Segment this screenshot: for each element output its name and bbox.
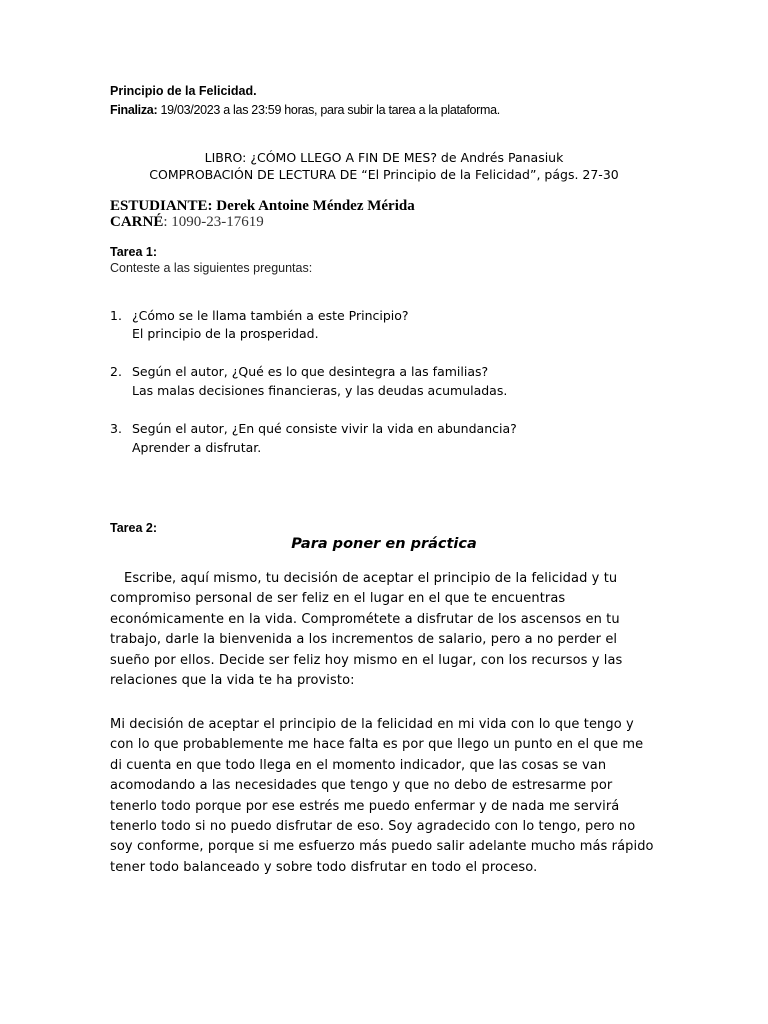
question-number: 2. (110, 364, 122, 379)
document-title: Principio de la Felicidad. (110, 84, 257, 98)
deadline-line (110, 103, 500, 117)
question-answer: Las malas decisiones financieras, y las deudas acumuladas. (132, 383, 508, 398)
task2-response: Mi decisión de aceptar el principio de la felicidad en mi vida con lo que tengo y con lo que probablemente me hace falta es por que llego un punto en el que me di cuenta en que todo llega en el momento indicador, que las cosas se van acomodando a las necesidades que tengo y que no debo de estresarme por tenerlo todo porque por ese estrés me puedo enfermar y de nada me servirá tenerlo todo si no puedo disfrutar de eso. Soy agradecido con lo tengo, pero no soy conforme, porque si me esfuerzo más puedo salir adelante mucho más rápido tener todo balanceado y sobre todo disfrutar en todo el proceso. (110, 717, 654, 875)
question-number: 3. (110, 421, 122, 436)
student-label: ESTUDIANTE: (110, 198, 213, 214)
question-number: 1. (110, 308, 122, 323)
task1-instructions: Conteste a las siguientes preguntas: (110, 261, 313, 275)
student-line (110, 198, 415, 215)
deadline-label: Finaliza: (110, 103, 158, 117)
question-text: ¿Cómo se le llama también a este Principio? (132, 308, 409, 323)
carne-value: : 1090-23-17619 (163, 214, 264, 230)
question-answer: Aprender a disfrutar. (132, 440, 262, 455)
question-text: Según el autor, ¿Qué es lo que desintegra a las familias? (132, 364, 489, 379)
question-text: Según el autor, ¿En qué consiste vivir la vida en abundancia? (132, 421, 517, 436)
book-title-line: LIBRO: ¿CÓMO LLEGO A FIN DE MES? de Andrés Panasiuk (204, 150, 564, 165)
carne-line (110, 214, 264, 231)
task2-prompt: Escribe, aquí mismo, tu decisión de aceptar el principio de la felicidad y tu compromiso personal de ser feliz en el lugar en el que te encuentras económicamente en la vida. Comprométete a disfrutar de los ascensos en tu trabajo, darle la bienvenida a los incrementos de salario, pero a no perder el sueño por ellos. Decide ser feliz hoy mismo en el lugar, con los recursos y las relaciones que la vida te ha provisto: (110, 571, 623, 689)
reading-check-line: COMPROBACIÓN DE LECTURA DE “El Principio de la Felicidad”, págs. 27-30 (149, 167, 619, 182)
task2-subtitle: Para poner en práctica (291, 536, 477, 552)
question-answer: El principio de la prosperidad. (132, 326, 319, 341)
task2-heading: Tarea 2: (110, 521, 158, 535)
student-name: Derek Antoine Méndez Mérida (216, 198, 415, 214)
task1-heading: Tarea 1: (110, 245, 158, 259)
deadline-text: 19/03/2023 a las 23:59 horas, para subir la tarea a la plataforma. (160, 103, 500, 117)
carne-label: CARNÉ (110, 214, 164, 230)
